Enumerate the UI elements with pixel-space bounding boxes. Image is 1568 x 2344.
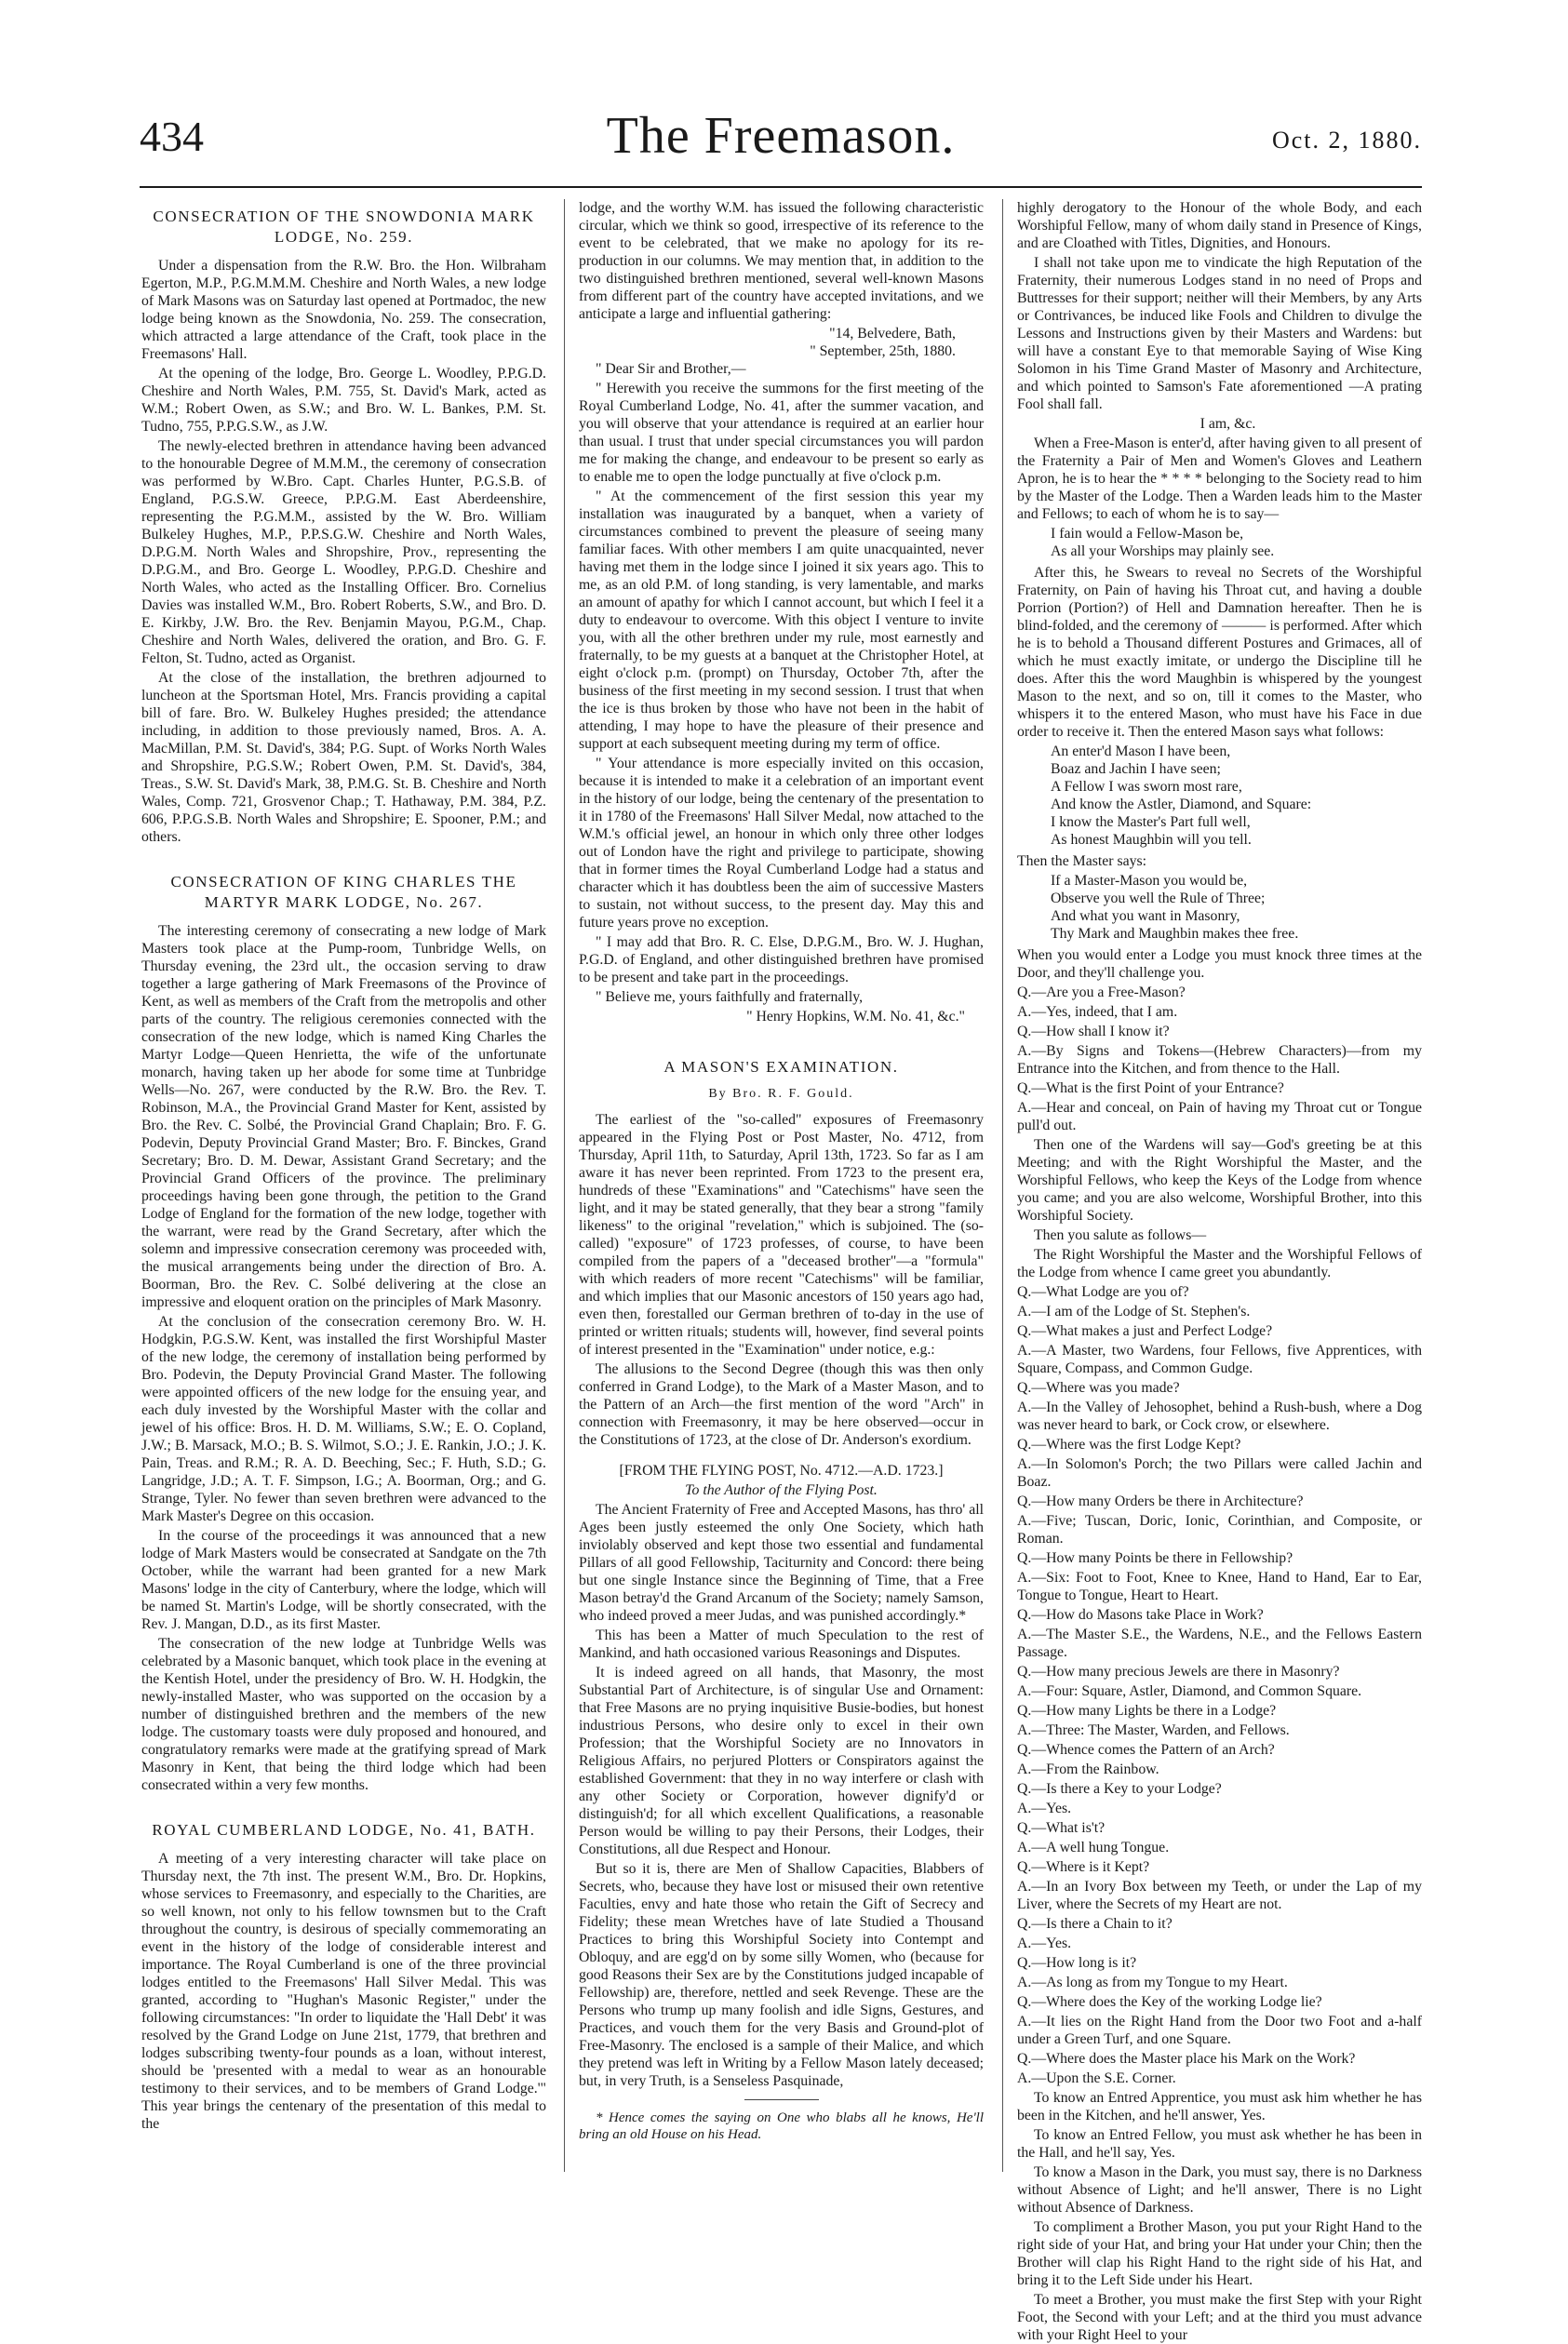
paragraph: highly derogatory to the Honour of the whole Body, and each Worshipful Fellow, many of whom daily stand in Presence of Kings, and are Cloathed with Titles, Dignities, and Honours. — [1017, 200, 1422, 251]
verse-line: An enter'd Mason I have been, — [1051, 743, 1231, 759]
catechism-line: A.—By Signs and Tokens—(Hebrew Characters)—from my Entrance into the Kitchen, and from thence to the Hall. — [1017, 1043, 1422, 1077]
catechism-line: A.—A Master, two Wardens, four Fellows, five Apprentices, with Square, Compass, and Common Gudge. — [1017, 1343, 1422, 1376]
catechism-line: Q.—Are you a Free-Mason? — [1017, 984, 1186, 1000]
paragraph: The newly-elected brethren in attendance having been advanced to the honourable Degree of M.M.M., the ceremony of consecration was performed by W.Bro. Capt. Charles Hunter, P.G.S.B. of England, P.G.S.W. Greece, P.P.G.M. East Aberdeenshire, representing the P.G.M.M., assisted by the W. Bro. William Bulkeley Hughes, M.P., P.P.S.G.W. Cheshire and North Wales, D.P.G.M. North Wales and Shropshire, Prov., representing the D.P.G.M., and Bro. George L. Woodley, P.P.G.D. Cheshire and North Wales, who acted as the Installing Officer. Bro. Cornelius Davies was installed W.M., Bro. Robert Roberts, S.W., and Bro. D. E. Kirkby, J.W. Bro. the Rev. Benjamin Mayou, P.G.M., Chap. Cheshire and North Wales, delivered the oration, and Bro. G. F. Felton, St. Tudno, acted as Organist. — [141, 438, 546, 666]
catechism-line: Q.—Where does the Key of the working Lodge lie? — [1017, 1994, 1322, 2010]
newspaper-title: The Freemason. — [606, 107, 956, 165]
catechism-line: Q.—Where does the Master place his Mark on the Work? — [1017, 2051, 1356, 2067]
letter-paragraph: " I may add that Bro. R. C. Else, D.P.G.M., Bro. W. J. Hughan, P.G.D. of England, and other distinguished brethren have promised to be present and take part in the proceedings. — [579, 934, 984, 985]
paragraph: To know a Mason in the Dark, you must say, there is no Darkness without Absence of Light; and he'll answer, There is no Light without Absence of Darkness. — [1017, 2164, 1422, 2216]
verse-line: As honest Maughbin will you tell. — [1051, 832, 1252, 848]
verse-2 — [1017, 743, 1422, 849]
footnote-rule — [744, 2099, 819, 2100]
catechism-line: A.—As long as from my Tongue to my Heart. — [1017, 1975, 1288, 1990]
catechism-line: A.—Five; Tuscan, Doric, Ionic, Corinthian, and Composite, or Roman. — [1017, 1513, 1422, 1547]
catechism-part-2 — [1017, 1283, 1422, 2087]
letter-paragraph: " Herewith you receive the summons for the first meeting of the Royal Cumberland Lodge, No. 41, after the summer vacation, and you will observe that your attendance is required at an earlier hour than usual. I trust that under special circumstances you will pardon me for making the change, and endeavour to be present so early as to enable me to open the lodge punctually at five o'clock p.m. — [579, 381, 984, 485]
catechism-line: Q.—What is't? — [1017, 1820, 1106, 1836]
catechism-line: Q.—What Lodge are you of? — [1017, 1284, 1189, 1300]
catechism-line: A.—Hear and conceal, on Pain of having my Throat cut or Tongue pull'd out. — [1017, 1100, 1422, 1133]
verse-line: And know the Astler, Diamond, and Square: — [1051, 797, 1312, 812]
catechism-part-1 — [1017, 984, 1422, 1134]
catechism-line: A.—Yes. — [1017, 1801, 1072, 1816]
catechism-line: Q.—How many precious Jewels are there in Masonry? — [1017, 1664, 1340, 1680]
catechism-line: Q.—Whence comes the Pattern of an Arch? — [1017, 1742, 1275, 1758]
verse-line: I fain would a Fellow-Mason be, — [1051, 526, 1244, 542]
column-2 — [579, 199, 984, 2200]
letter-paragraph: " Your attendance is more especially invited on this occasion, because it is intended to make it a celebration of an important event in the history of our lodge, being the centenary of the presentation to it in 1780 of the Freemasons' Hall Silver Medal, now attached to the W.M.'s official jewel, an honour in which only three other lodges out of London have the right and privilege to participate, showing that in former times the Royal Cumberland Lodge had a status and character which it has doubtless been the aim of successive Masters to sustain, not without success, to the present day. May this and future years prove no exception. — [579, 756, 984, 931]
paragraph: To know an Entred Fellow, you must ask whether he has been in the Hall, and he'll say, Yes. — [1017, 2127, 1422, 2161]
catechism-line: Q.—How long is it? — [1017, 1955, 1137, 1971]
paragraph: Then one of the Wardens will say—God's greeting be at this Meeting; and with the Right Worshipful the Master, and the Worshipful Fellows, who keep the Keys of the Lodge from whence you came; and you are also welcome, Worshipful Brother, into this Worshipful Society. — [1017, 1137, 1422, 1224]
catechism-line: A.—A well hung Tongue. — [1017, 1840, 1170, 1855]
paragraph: The Right Worshipful the Master and the Worshipful Fellows of the Lodge from whence I came greet you abundantly. — [1017, 1247, 1422, 1280]
letter-signature: " Henry Hopkins, W.M. No. 41, &c." — [746, 1009, 965, 1025]
paragraph: When a Free-Mason is enter'd, after having given to all present of the Fraternity a Pair of Men and Women's Gloves and Leathern Apron, he is to hear the * * * * belonging to the Society read to him by the Master of the Lodge. Then a Warden leads him to the Master and Fellows; to each of whom he is to say— — [1017, 435, 1422, 522]
letter-paragraph: " Believe me, yours faithfully and fraternally, — [596, 989, 864, 1005]
paragraph: When you would enter a Lodge you must knock three times at the Door, and they'll challenge you. — [1017, 947, 1422, 981]
page-number: 434 — [140, 113, 204, 160]
catechism-line: A.—Yes, indeed, that I am. — [1017, 1004, 1178, 1020]
paragraph: After this, he Swears to reveal no Secrets of the Worshipful Fraternity, on Pain of having his Throat cut, and having a double Porrion (Portion?) of Hell and Damnation hereafter. Then he is blind-folded, and the ceremony of ——— is performed. After which he is to behold a Thousand different Postures and Grimaces, all of which he must exactly imitate, or undergo the Discipline till he does. After this the word Maughbin is whispered by the youngest Mason to the next, and so on, till it comes to the Master, who whispers it to the entered Mason, who must have his Face in due order to receive it. Then the entered Mason says what follows: — [1017, 565, 1422, 740]
column-1 — [141, 199, 546, 2200]
catechism-line: A.—I am of the Lodge of St. Stephen's. — [1017, 1304, 1251, 1319]
catechism-line: Q.—Where is it Kept? — [1017, 1859, 1150, 1875]
paragraph: At the close of the installation, the brethren adjourned to luncheon at the Sportsman Hotel, Mrs. Francis providing a capital bill of fare. Bro. W. Bulkeley Hughes presided; the attendance including, in addition to those previously named, Bros. A. A. MacMillan, P.M. St. David's, 384; P.G. Supt. of Works North Wales and Shropshire, P.G.S.W.; Robert Owen, P.M. St. David's, 384, Treas., S.W. St. David's Mark, 38, P.M.G. St. B. Cheshire and North Wales, Comp. 721, Grosvenor Chap.; T. Hathaway, P.M. 384, P.Z. 606, P.P.G.S.B. North Wales and Shropshire; E. Spooner, P.M.; and others. — [141, 670, 546, 845]
catechism-line: Q.—Where was you made? — [1017, 1380, 1180, 1396]
article-heading-snowdonia: CONSECRATION OF THE SNOWDONIA MARK LODGE, No. 259. — [153, 208, 535, 246]
paragraph: Then you salute as follows— — [1034, 1227, 1207, 1243]
addressee-line: To the Author of the Flying Post. — [685, 1482, 878, 1498]
source-line: [FROM THE FLYING POST, No. 4712.—A.D. 1723.] — [619, 1463, 944, 1479]
footnote: * Hence comes the saying on One who blabs all he knows, He'll bring an old House on his Head. — [579, 2110, 984, 2142]
letter-date: " September, 25th, 1880. — [810, 343, 956, 359]
catechism-line: Q.—How do Masons take Place in Work? — [1017, 1607, 1264, 1623]
catechism-line: Q.—Is there a Key to your Lodge? — [1017, 1781, 1222, 1797]
verse-line: As all your Worships may plainly see. — [1051, 543, 1275, 559]
paragraph: lodge, and the worthy W.M. has issued the following characteristic circular, which we think so good, irrespective of its reference to the event to be celebrated, that we make no apology for its re-production in our columns. We may mention that, in addition to the two distinguished brethren mentioned, several well-known Masons from different part of the country have accepted invitations, and we anticipate a large and influential gathering: — [579, 200, 984, 322]
catechism-line: A.—It lies on the Right Hand from the Door two Foot and a-half under a Green Turf, and one Square. — [1017, 2014, 1422, 2047]
paragraph: I shall not take upon me to vindicate the high Reputation of the Fraternity, their numerous Lodges stand in no need of Props and Buttresses for their support; neither will their Members, by any Arts or Contrivances, be induced like Fools and Children to divulge the Lessons and Instructions given by their Masters and Wardens: but will have a constant Eye to that memorable Saying of Wise King Solomon in his Time Grand Master of Masonry and Architecture, and which pointed to Samson's Fate aforementioned —A prating Fool shall fall. — [1017, 255, 1422, 412]
verse-line: And what you want in Masonry, — [1051, 908, 1240, 924]
masthead-rule — [140, 186, 1422, 188]
paragraph: To know an Entred Apprentice, you must ask him whether he has been in the Kitchen, and he'll answer, Yes. — [1017, 2090, 1422, 2123]
paragraph: But so it is, there are Men of Shallow Capacities, Blabbers of Secrets, who, because they have lost or misused their own retentive Faculties, envy and hate those who retain the Gift of Secrecy and Fidelity; these mean Wretches have of late Studied a Thousand Practices to bring this Worshipful Society into Contempt and Obloquy, and are egg'd on by some silly Women, who (because for good Reasons their Sex are by the Constitutions judged incapable of Fellowship) are, therefore, nettled and seek Revenge. These are the Persons who trump up many foolish and idle Signs, Gestures, and Practices, and vouch them for the very Basis and Ground-plot of Free-Masonry. The enclosed is a sample of their Malice, and which they pretend was left in Writing by a Fellow Mason lately deceased; but, in very Truth, is a Senseless Pasquinade, — [579, 1861, 984, 2089]
catechism-line: Q.—How many Lights be there in a Lodge? — [1017, 1703, 1277, 1719]
article-heading-royal-cumberland: ROYAL CUMBERLAND LODGE, No. 41, BATH. — [152, 1821, 536, 1839]
paragraph: In the course of the proceedings it was announced that a new lodge of Mark Masters would be consecrated at Sandgate on the 7th October, while the warrant had been granted for a new Mark Masons' lodge in the city of Canterbury, where the lodge, which will be named St. Martin's Lodge, will be shortly consecrated, with the Rev. J. Mangan, D.D., as its first Master. — [141, 1528, 546, 1632]
paragraph: The consecration of the new lodge at Tunbridge Wells was celebrated by a Masonic banquet, which took place in the evening at the Kentish Hotel, under the presidency of Bro. W. H. Hodgkin, the newly-installed Master, who was supported on the occasion by a number of distinguished brethren and the members of the new lodge. The customary toasts were duly proposed and honoured, and congratulatory remarks were made at the gratifying spread of Mark Masonry in Kent, that being the third lodge which had been consecrated within a very few months. — [141, 1636, 546, 1793]
paragraph: It is indeed agreed on all hands, that Masonry, the most Substantial Part of Architecture, is of singular Use and Ornament: that Free Masons are no prying inquisitive Busie-bodies, but honest industrious Persons, who desire only to excel in their own Profession; that the Worshipful Society are no Innovators in Religious Affairs, no perjured Plotters or Conspirators against the established Government: that they in no way interfere or clash with any other Society or Corporation, however dignify'd or distinguish'd; for all which excellent Qualifications, a reasonable Person would be willing to pay their Persons, their Lodges, their Constitutions, all due Respect and Honour. — [579, 1665, 984, 1857]
verse-line: Boaz and Jachin I have seen; — [1051, 761, 1221, 777]
paragraph: A meeting of a very interesting character will take place on Thursday next, the 7th inst. The present W.M., Bro. Dr. Hopkins, whose services to Freemasonry, and especially to the Charities, are so well known, not only to his fellow townsmen but to the Craft throughout the country, is desirous of specially commemorating an event in the history of the lodge of considerable interest and importance. The Royal Cumberland is one of the three provincial lodges entitled to the Freemasons' Hall Silver Medal. This was granted, according to "Hughan's Masonic Register," under the following circumstances: "In order to liquidate the 'Hall Debt' it was resolved by the Grand Lodge on June 21st, 1779, that brethren and lodges subscribing twenty-four pounds as a loan, without interest, should be 'presented with a medal to wear as an honourable testimony to their services, and to be members of Grand Lodge.'" This year brings the centenary of the presentation of this medal to the — [141, 1851, 546, 2132]
catechism-line: Q.—Where was the first Lodge Kept? — [1017, 1437, 1241, 1453]
verse-line: Thy Mark and Maughbin makes thee free. — [1051, 926, 1299, 942]
paragraph: The allusions to the Second Degree (though this was then only conferred in Grand Lodge), to the Mark of a Master Mason, and to the Pattern of an Arch—the first mention of the word "Arch" in connection with Freemasonry, it may be here observed—occur in the Constitutions of 1723, at the close of Dr. Anderson's exordium. — [579, 1361, 984, 1448]
catechism-line: A.—In the Valley of Jehosophet, behind a Rush-bush, where a Dog was never heard to bark, or Cock crow, or elsewhere. — [1017, 1400, 1422, 1433]
catechism-line: A.—Four: Square, Astler, Diamond, and Common Square. — [1017, 1683, 1362, 1699]
paragraph: The interesting ceremony of consecrating a new lodge of Mark Masters took place at the Pump-room, Tunbridge Wells, on Thursday evening, the 23rd ult., the occasion serving to draw together a large gathering of Mark Freemasons of the Province of Kent, as well as members of the Craft from the metropolis and other parts of the country. The religious ceremonies connected with the consecration of the new lodge, which is named King Charles the Martyr Lodge—Queen Henrietta, the wife of the unfortunate monarch, having taken up her abode for some time at Tunbridge Wells—No. 267, were conducted by the R.W. Bro. the Rev. T. Robinson, M.A., the Provincial Grand Master for Kent, assisted by Bro. the Rev. C. Solbé, the Provincial Grand Chaplain; Bro. F. G. Podevin, Deputy Provincial Grand Master; Bro. F. Binckes, Grand Secretary; Bro. D. M. Dewar, Assistant Grand Secretary; and the Provincial Grand Officers of the province. The preliminary proceedings having been gone through, the petition to the Grand Lodge of England for the formation of the new lodge, together with the warrant, were read by the Grand Secretary, after which the solemn and impressive consecration ceremony was proceeded with, the musical arrangements being under the direction of Bro. A. Boorman, Bro. the Rev. C. Solbé delivering at the close an impressive and eloquent oration on the principles of Mark Masonry. — [141, 923, 546, 1310]
catechism-line: A.—Six: Foot to Foot, Knee to Knee, Hand to Hand, Ear to Ear, Tongue to Tongue, Heart to Heart. — [1017, 1570, 1422, 1603]
column-3 — [1017, 199, 1422, 2343]
article-heading-masons-examination: A MASON'S EXAMINATION. — [663, 1058, 899, 1076]
paragraph: To meet a Brother, you must make the first Step with your Right Foot, the Second with your Left; and at the third you must advance with your Right Heel to your — [1017, 2292, 1422, 2343]
verse-line: Observe you well the Rule of Three; — [1051, 891, 1266, 906]
paragraph: The earliest of the "so-called" exposures of Freemasonry appeared in the Flying Post or Post Master, No. 4712, from Thursday, April 11th, to Saturday, April 13th, 1723. So far as I am aware it has never been reprinted. From 1723 to the present era, hundreds of these "Examinations" and "Catechisms" have seen the light, and it may be stated generally, that they bear a strong "family likeness" to the original "revelation," which is subjoined. The (so-called) "exposure" of 1723 professes, of course, to have been compiled from the papers of a "deceased brother"—a "formula" with which readers of more recent "Catechisms" will be familiar, and which implies that our Masonic ancestors of 150 years ago had, even then, forestalled our German brethren of to-day in the use of printed or written rituals; students will, however, find several points of interest presented in the "Examination" under notice, e.g.: — [579, 1112, 984, 1358]
column-divider — [564, 199, 565, 2172]
catechism-line: Q.—How many Points be there in Fellowship? — [1017, 1550, 1293, 1566]
paragraph: Then the Master says: — [1017, 853, 1147, 869]
verse-3 — [1017, 872, 1422, 943]
column-divider — [1002, 199, 1003, 2172]
issue-date: Oct. 2, 1880. — [1271, 127, 1422, 154]
paragraph: At the conclusion of the consecration ceremony Bro. W. H. Hodgkin, P.G.S.W. Kent, was installed the first Worshipful Master of the new lodge, the ceremony of installation being performed by Bro. Podevin, the Deputy Provincial Grand Master. The following were appointed officers of the new lodge for the ensuing year, and each duly invested by the Worshipful Master with the collar and jewel of his office: Bros. H. D. M. Williams, S.W.; E. O. Copland, J.W.; B. Marsack, M.O.; B. S. Wilmot, S.O.; J. E. Rankin, J.O.; J. K. Pain, Treas. and R.M.; R. A. D. Beeching, Sec.; F. Huth, S.D.; G. Langridge, J.D.; A. T. F. Simpson, I.G.; A. Boorman, Org.; and G. Strange, Tyler. No fewer than seven brethren were advanced to the Mark Master's Degree on this occasion. — [141, 1314, 546, 1524]
letter-paragraph: " At the commencement of the first session this year my installation was inaugurated by a banquet, when a variety of circumstances combined to prevent the pleasure of seeing many familiar faces. With other members I am quite unacquainted, never having met them in the lodge since I joined it six years ago. This to me, as an old P.M. of long standing, is very lamentable, and marks an amount of apathy for which I cannot account, but which I feel it a duty to endeavour to overcome. With this object I venture to invite you, with all the other brethren under my rule, most earnestly and fraternally, to be my guests at a banquet at the Christopher Hotel, at eight o'clock p.m. (prompt) on Thursday, October 7th, after the business of the first meeting in my second session. I trust that when the ice is thus broken by those who have not been in the habit of attending, I may hope to have the pleasure of their presence and support at each subsequent meeting during my term of office. — [579, 489, 984, 752]
catechism-line: A.—The Master S.E., the Wardens, N.E., and the Fellows Eastern Passage. — [1017, 1627, 1422, 1660]
catechism-line: Q.—How many Orders be there in Architecture? — [1017, 1493, 1304, 1509]
catechism-line: Q.—What is the first Point of your Entrance? — [1017, 1080, 1284, 1096]
letter-address: "14, Belvedere, Bath, — [829, 326, 956, 342]
catechism-line: Q.—What makes a just and Perfect Lodge? — [1017, 1323, 1273, 1339]
catechism-line: A.—Yes. — [1017, 1935, 1072, 1951]
verse-line: If a Master-Mason you would be, — [1051, 873, 1248, 889]
catechism-line: A.—Upon the S.E. Corner. — [1017, 2070, 1176, 2086]
catechism-line: A.—From the Rainbow. — [1017, 1761, 1159, 1777]
article-heading-king-charles: CONSECRATION OF KING CHARLES THE MARTYR MARK LODGE, No. 267. — [170, 873, 517, 911]
masthead — [140, 107, 1422, 181]
verse-1 — [1017, 525, 1422, 560]
paragraph: At the opening of the lodge, Bro. George L. Woodley, P.P.G.D. Cheshire and North Wales, P.M. 755, St. David's Mark, acted as W.M.; Robert Owen, as S.W.; and Bro. W. L. Bankes, P.M. St. Tudno, 755, P.P.G.S.W., as J.W. — [141, 366, 546, 435]
verse-line: A Fellow I was sworn most rare, — [1051, 779, 1242, 795]
paragraph: Under a dispensation from the R.W. Bro. the Hon. Wilbraham Egerton, M.P., P.G.M.M.M. Cheshire and North Wales, a new lodge of Mark Masons was on Saturday last opened at Portmadoc, the new lodge being known as the Snowdonia, No. 259. The consecration, which attracted a large attendance of the Craft, took place in the Freemasons' Hall. — [141, 258, 546, 362]
paragraph: This has been a Matter of much Speculation to the rest of Mankind, and hath occasioned various Reasonings and Disputes. — [579, 1627, 984, 1661]
paragraph: The Ancient Fraternity of Free and Accepted Masons, has thro' all Ages been justly esteemed the only One Society, which hath inviolably observed and kept those two essential and fundamental Pillars of all good Fellowship, Taciturnity and Concord: there being but one single Instance since the Beginning of Time, that a Free Mason betray'd the Grand Arcanum of the Society; namely Samson, who indeed proved a meer Judas, and was punished accordingly.* — [579, 1502, 984, 1624]
letter-salutation: " Dear Sir and Brother,— — [596, 361, 746, 377]
byline: By Bro. R. F. Gould. — [708, 1087, 854, 1101]
catechism-line: A.—In an Ivory Box between my Teeth, or under the Lap of my Liver, where the Secrets of my Heart are not. — [1017, 1879, 1422, 1912]
catechism-line: Q.—How shall I know it? — [1017, 1024, 1170, 1039]
catechism-line: Q.—Is there a Chain to it? — [1017, 1916, 1173, 1932]
closing-line: I am, &c. — [1199, 416, 1256, 432]
catechism-line: A.—Three: The Master, Warden, and Fellows. — [1017, 1722, 1290, 1738]
paragraph: To compliment a Brother Mason, you put your Right Hand to the right side of your Hat, and bring your Hat under your Chin; then the Brother will clap his Right Hand to the right side of his Hat, and bring it to the Left Side under his Heart. — [1017, 2219, 1422, 2288]
verse-line: I know the Master's Part full well, — [1051, 814, 1251, 830]
catechism-line: A.—In Solomon's Porch; the two Pillars were called Jachin and Boaz. — [1017, 1456, 1422, 1490]
